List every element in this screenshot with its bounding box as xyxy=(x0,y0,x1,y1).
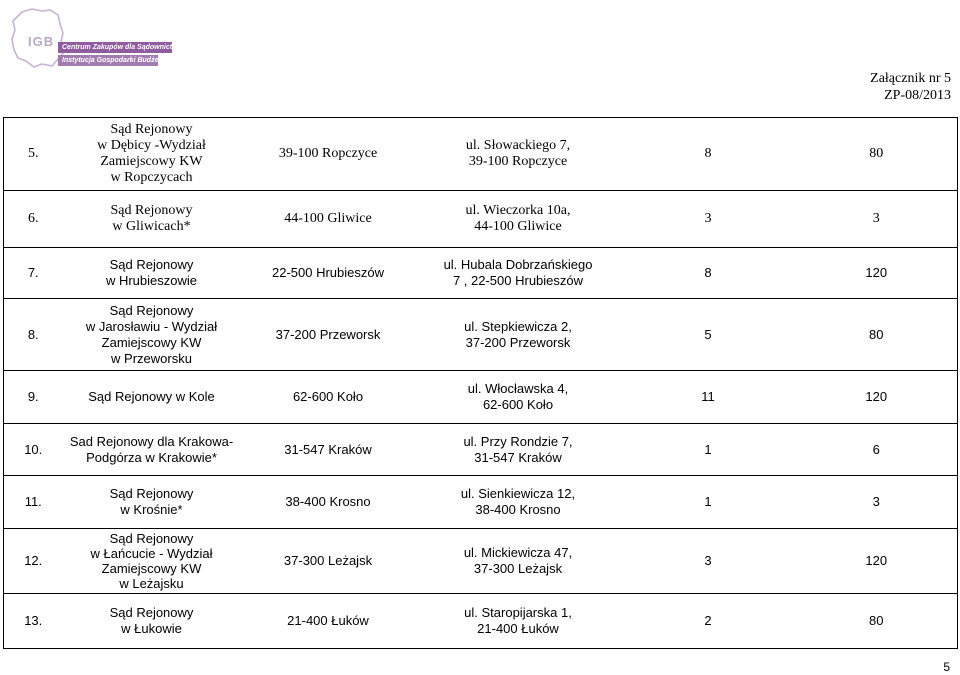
quantity-a-cell xyxy=(621,476,796,529)
quantity-b: 80 xyxy=(869,326,884,342)
quantity-b-cell xyxy=(796,118,958,191)
quantity-b-cell xyxy=(796,594,958,649)
quantity-b: 80 xyxy=(869,146,884,161)
quantity-a: 3 xyxy=(704,211,712,226)
row-number-cell xyxy=(4,191,63,248)
address-cell xyxy=(416,118,621,191)
quantity-a: 3 xyxy=(704,553,712,568)
row-number-cell xyxy=(4,299,63,371)
table-row xyxy=(4,529,958,594)
row-number: 10. xyxy=(24,441,43,457)
postal-city: 22-500 Hrubieszów xyxy=(271,265,384,280)
quantity-a-cell xyxy=(621,371,796,424)
court-name-line: w Jarosławiu - Wydział xyxy=(85,318,218,334)
address-cell xyxy=(416,191,621,248)
row-number: 8. xyxy=(27,326,39,342)
quantity-b-cell xyxy=(796,476,958,529)
quantity-b: 3 xyxy=(872,494,880,509)
quantity-a-cell xyxy=(621,424,796,476)
address-cell xyxy=(416,529,621,594)
quantity-a: 11 xyxy=(701,389,715,404)
quantity-a-cell xyxy=(621,191,796,248)
postal-city: 31-547 Kraków xyxy=(284,441,372,457)
court-name-line: Zamiejscowy KW xyxy=(100,154,203,169)
quantity-a: 5 xyxy=(704,326,712,342)
quantity-a-cell xyxy=(621,529,796,594)
court-name-line: w Leżajsku xyxy=(119,576,184,591)
address-cell xyxy=(416,371,621,424)
row-number-cell xyxy=(4,529,63,594)
address-line: ul. Sienkiewicza 12, xyxy=(460,486,576,501)
quantity-b-cell xyxy=(796,191,958,248)
table-row xyxy=(4,248,958,299)
court-name-cell xyxy=(63,191,241,248)
postal-city: 62-600 Koło xyxy=(292,389,364,404)
court-name-cell xyxy=(63,248,241,299)
row-number: 13. xyxy=(24,613,43,628)
postal-city-cell xyxy=(241,529,416,594)
postal-city-cell xyxy=(241,594,416,649)
postal-city: 38-400 Krosno xyxy=(285,494,371,509)
postal-city-cell xyxy=(241,248,416,299)
court-name-line: w Ropczycach xyxy=(110,170,193,185)
court-name-cell xyxy=(63,118,241,191)
logo-letters: IGB xyxy=(28,34,55,49)
row-number-cell xyxy=(4,594,63,649)
address-line: ul. Stepkiewicza 2, xyxy=(464,318,572,334)
quantity-b-cell xyxy=(796,529,958,594)
quantity-a: 2 xyxy=(704,613,712,628)
address-line: 37-300 Leżajsk xyxy=(473,561,563,576)
address-cell xyxy=(416,594,621,649)
court-name-line: w Krośnie* xyxy=(120,502,183,517)
postal-city: 44-100 Gliwice xyxy=(284,211,372,226)
quantity-b: 120 xyxy=(865,553,888,568)
attachment-label: Załącznik nr 5 xyxy=(870,71,951,86)
address-line: ul. Włocławska 4, xyxy=(467,381,569,396)
quantity-a: 1 xyxy=(704,494,712,509)
postal-city-cell xyxy=(241,191,416,248)
row-number: 5. xyxy=(28,146,39,161)
court-name-cell xyxy=(63,424,241,476)
address-line: ul. Mickiewicza 47, xyxy=(463,545,573,560)
quantity-a: 8 xyxy=(704,146,712,161)
postal-city-cell xyxy=(241,118,416,191)
postal-city: 21-400 Łuków xyxy=(287,613,369,628)
address-line: 44-100 Gliwice xyxy=(474,219,562,234)
quantity-a-cell xyxy=(621,299,796,371)
quantity-b: 120 xyxy=(865,389,888,404)
postal-city: 37-300 Leżajsk xyxy=(283,553,373,568)
quantity-b-cell xyxy=(796,248,958,299)
postal-city: 39-100 Ropczyce xyxy=(278,146,378,161)
row-number-cell xyxy=(4,371,63,424)
table-row xyxy=(4,594,958,649)
court-name-line: Sąd Rejonowy xyxy=(110,122,193,137)
quantity-b-cell xyxy=(796,424,958,476)
quantity-b-cell xyxy=(796,299,958,371)
logo-band-top: Centrum Zakupów dla Sądownictwa xyxy=(58,42,172,53)
court-name-cell xyxy=(63,529,241,594)
row-number: 9. xyxy=(27,389,39,404)
address-line: ul. Wieczorka 10a, xyxy=(465,203,571,218)
postal-city-cell xyxy=(241,424,416,476)
address-line: 7 , 22-500 Hrubieszów xyxy=(452,273,584,288)
court-name-line: w Dębicy -Wydział xyxy=(97,138,206,153)
court-name-line: w Gliwicach* xyxy=(112,219,191,234)
address-line: 62-600 Koło xyxy=(482,397,554,412)
address-line: ul. Przy Rondzie 7, xyxy=(463,433,573,449)
address-line: 21-400 Łuków xyxy=(477,621,559,636)
row-number: 7. xyxy=(27,265,39,280)
quantity-b: 3 xyxy=(872,211,880,226)
table-row xyxy=(4,299,958,371)
row-number: 12. xyxy=(24,553,43,568)
courts-table xyxy=(3,117,958,649)
court-name-line: Sąd Rejonowy xyxy=(109,257,194,272)
quantity-a-cell xyxy=(621,594,796,649)
row-number-cell xyxy=(4,424,63,476)
court-name-cell xyxy=(63,476,241,529)
row-number-cell xyxy=(4,248,63,299)
court-name-line: Sąd Rejonowy xyxy=(110,203,193,218)
address-line: ul. Hubala Dobrzańskiego xyxy=(443,257,593,272)
court-name-line: Zamiejscowy KW xyxy=(101,561,202,576)
court-name-line: Sąd Rejonowy w Kole xyxy=(88,389,215,404)
postal-city-cell xyxy=(241,476,416,529)
address-line: 38-400 Krosno xyxy=(475,502,561,517)
address-line: ul. Staropijarska 1, xyxy=(464,605,572,620)
address-line: 37-200 Przeworsk xyxy=(465,334,571,350)
table-row xyxy=(4,191,958,248)
quantity-b: 6 xyxy=(872,441,880,457)
table-row xyxy=(4,371,958,424)
court-name-line: Sąd Rejonowy xyxy=(109,302,194,318)
quantity-a: 8 xyxy=(704,265,712,280)
address-line: ul. Słowackiego 7, xyxy=(465,138,571,153)
address-cell xyxy=(416,476,621,529)
table-row xyxy=(4,476,958,529)
igb-logo xyxy=(8,6,188,72)
court-name-cell xyxy=(63,594,241,649)
court-name-line: Sąd Rejonowy xyxy=(109,486,194,501)
row-number-cell xyxy=(4,476,63,529)
court-name-cell xyxy=(63,371,241,424)
court-name-line: Sąd Rejonowy xyxy=(109,531,194,546)
row-number-cell xyxy=(4,118,63,191)
quantity-b-cell xyxy=(796,371,958,424)
quantity-a: 1 xyxy=(704,441,712,457)
address-cell xyxy=(416,299,621,371)
postal-city-cell xyxy=(241,299,416,371)
table-row xyxy=(4,424,958,476)
row-number: 11. xyxy=(24,494,42,509)
court-name-line: w Łukowie xyxy=(121,621,182,636)
address-line: 31-547 Kraków xyxy=(474,449,562,465)
reference-number: ZP-08/2013 xyxy=(884,88,951,103)
logo-band-bottom: Instytucja Gospodarki Budżetowej xyxy=(58,55,158,66)
address-cell xyxy=(416,424,621,476)
address-cell xyxy=(416,248,621,299)
postal-city-cell xyxy=(241,371,416,424)
court-name-line: w Łańcucie - Wydział xyxy=(90,546,213,561)
quantity-b: 120 xyxy=(865,265,888,280)
row-number: 6. xyxy=(28,211,39,226)
table-row xyxy=(4,118,958,191)
court-name-line: Sad Rejonowy dla Krakowa- xyxy=(69,433,234,449)
court-name-line: w Hrubieszowie xyxy=(105,273,198,288)
court-name-line: w Przeworsku xyxy=(111,350,192,366)
court-name-cell xyxy=(63,299,241,371)
quantity-a-cell xyxy=(621,248,796,299)
court-name-line: Podgórza w Krakowie* xyxy=(86,449,217,465)
postal-city: 37-200 Przeworsk xyxy=(275,326,381,342)
quantity-a-cell xyxy=(621,118,796,191)
court-name-line: Zamiejscowy KW xyxy=(101,334,202,350)
court-name-line: Sąd Rejonowy xyxy=(109,605,194,620)
quantity-b: 80 xyxy=(869,613,884,628)
address-line: 39-100 Ropczyce xyxy=(468,154,568,169)
page-number: 5 xyxy=(943,660,950,674)
